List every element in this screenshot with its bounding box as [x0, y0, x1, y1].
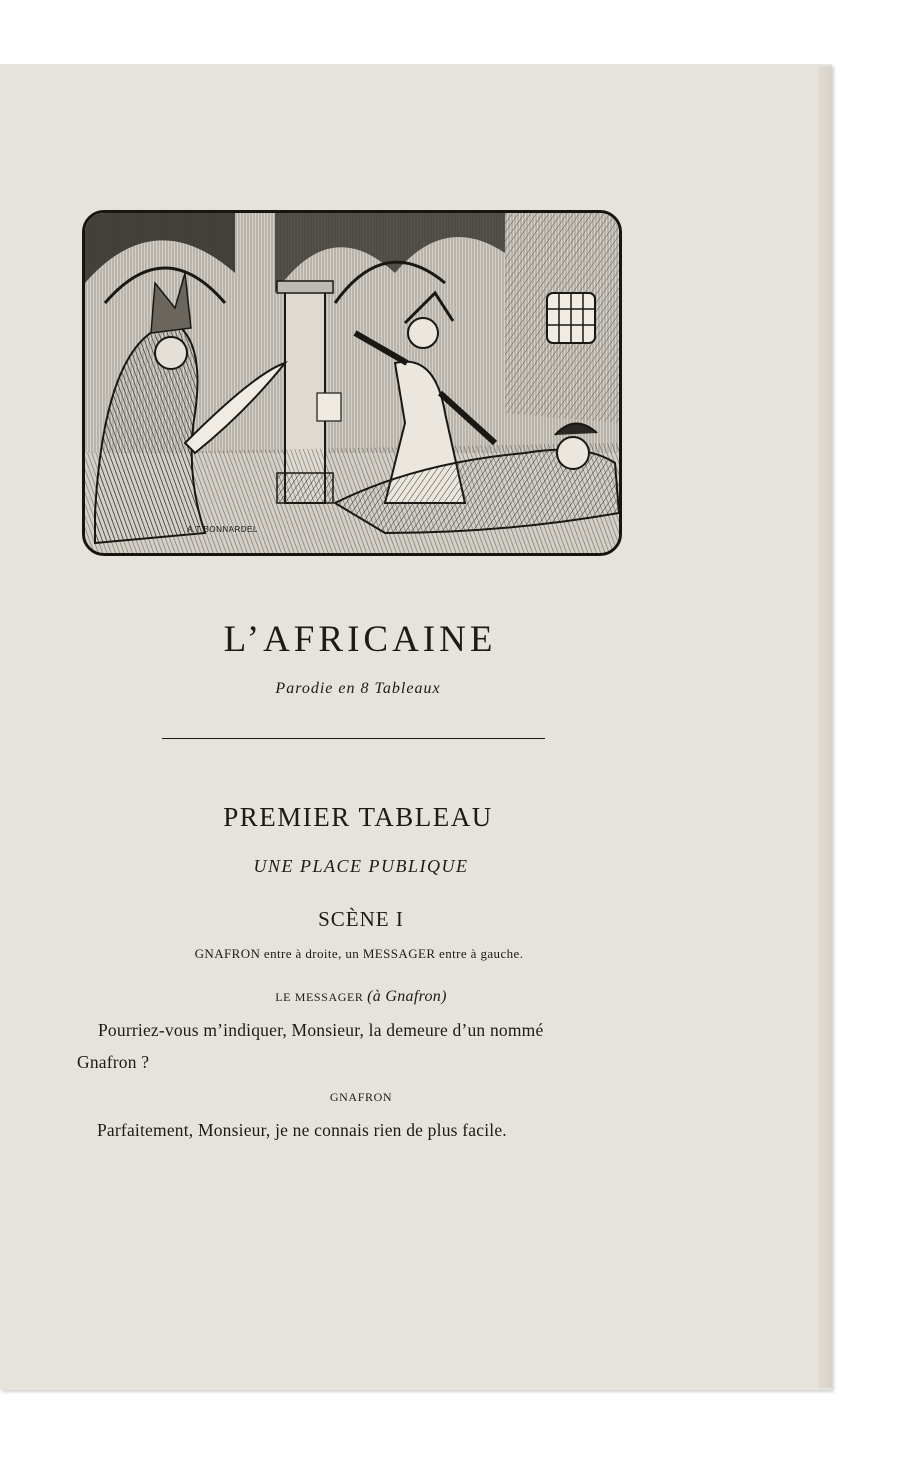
- stage-direction: GNAFRON entre à droite, un MESSAGER entre à gauche.: [194, 946, 524, 961]
- page-subtitle: Parodie en 8 Tableaux: [275, 680, 441, 697]
- dialogue-line: Parfaitement, Monsieur, je ne connais rien de plus facile.: [97, 1120, 507, 1140]
- page-title: L’AFRICAINE: [223, 619, 497, 660]
- speaker-label: [0, 988, 722, 1006]
- scene-heading: SCÈNE I: [318, 907, 404, 931]
- speaker-name: GNAFRON: [329, 1090, 393, 1104]
- place-heading: UNE PLACE PUBLIQUE: [253, 856, 469, 876]
- theatre-scene-illustration: [82, 210, 622, 556]
- speaker-label: [0, 1090, 722, 1105]
- dialogue-line: Gnafron ?: [77, 1052, 150, 1072]
- page-edge: [818, 66, 832, 1388]
- dialogue-line: Pourriez-vous m’indiquer, Monsieur, la demeure d’un nommé: [98, 1020, 544, 1040]
- tableau-heading: PREMIER TABLEAU: [223, 802, 493, 832]
- speaker-name: LE MESSAGER: [275, 990, 364, 1004]
- illustration-signature: A.T BONNARDEL: [187, 525, 258, 534]
- divider-rule: [162, 738, 545, 739]
- speaker-aside: (à Gnafron): [367, 988, 447, 1005]
- illustration-drawing: [85, 213, 619, 553]
